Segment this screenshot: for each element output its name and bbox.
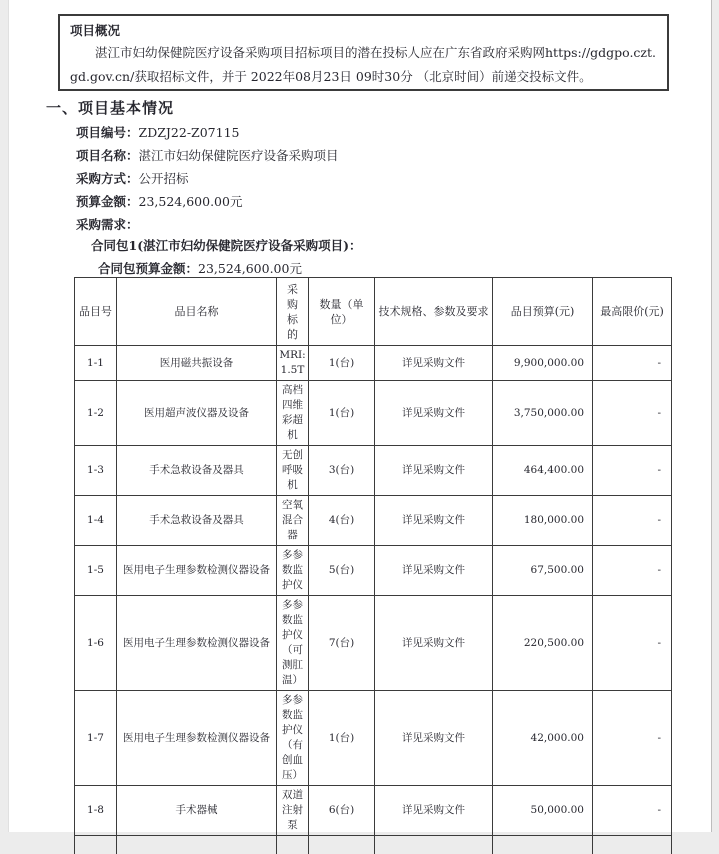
table-cell: 详见采购文件 [375, 496, 493, 546]
contract-budget-label: 合同包预算金额： [98, 261, 199, 276]
table-cell: 3,750,000.00 [493, 381, 593, 446]
table-cell: 1(台) [309, 346, 375, 381]
table-cell: 50,000.00 [493, 786, 593, 836]
table-cell: - [593, 596, 672, 691]
field-project-number [76, 121, 339, 144]
table-cell: 42,000.00 [493, 691, 593, 786]
column-header-quantity: 数量（单位） [309, 278, 375, 346]
table-cell: - [593, 446, 672, 496]
header-row [75, 278, 672, 346]
table-cell: 手术器械 [117, 786, 277, 836]
table-cell: 5(台) [309, 546, 375, 596]
table-cell: 220,500.00 [493, 596, 593, 691]
table-cell: - [593, 346, 672, 381]
table-cell: 1(台) [309, 381, 375, 446]
field-procurement-demand [76, 213, 339, 236]
table-row-partial [75, 836, 672, 854]
table-cell: 详见采购文件 [375, 546, 493, 596]
document-page [8, 0, 712, 832]
table-row [75, 786, 672, 836]
table-cell: 手术急救设备及器具 [117, 496, 277, 546]
field-procurement-method [76, 167, 339, 190]
section-heading: 一、项目基本情况 [46, 99, 175, 117]
table-cell: 1-8 [75, 786, 117, 836]
table-cell: 1-6 [75, 596, 117, 691]
table-cell: 多参数监护仪（有创血压） [277, 691, 309, 786]
table-cell: 1-4 [75, 496, 117, 546]
table-cell: 手术急救设备及器具 [117, 446, 277, 496]
table-cell: 1-1 [75, 346, 117, 381]
table-cell: 医用电子生理参数检测仪器设备 [117, 546, 277, 596]
table-cell: 无创呼吸机 [277, 446, 309, 496]
project-fields [76, 121, 339, 236]
table-cell: 1-7 [75, 691, 117, 786]
column-header-item-no: 品目号 [75, 278, 117, 346]
table-cell [309, 836, 375, 854]
table-cell: - [593, 691, 672, 786]
table-cell: 4(台) [309, 496, 375, 546]
column-header-max-price: 最高限价(元) [593, 278, 672, 346]
table-row [75, 496, 672, 546]
table-cell [493, 836, 593, 854]
field-value: 湛江市妇幼保健院医疗设备采购项目 [138, 148, 339, 163]
overview-title: 项目概况 [70, 23, 121, 38]
overview-paragraph: 湛江市妇幼保健院医疗设备采购项目招标项目的潜在投标人应在广东省政府采购网https://gdgpo.czt.gd.gov.cn/获取招标文件，并于 2022年08月23日 09时30分 （北京时间）前递交投标文件。 [70, 45, 657, 84]
table-cell: 详见采购文件 [375, 346, 493, 381]
contract-package-title: 合同包1(湛江市妇幼保健院医疗设备采购项目)： [91, 238, 362, 253]
procurement-items-table [74, 277, 672, 854]
table-cell: 医用超声波仪器及设备 [117, 381, 277, 446]
column-header-procurement-target: 采购标的 [277, 278, 309, 346]
field-project-name [76, 144, 339, 167]
table-cell: 详见采购文件 [375, 786, 493, 836]
column-header-specs: 技术规格、参数及要求 [375, 278, 493, 346]
table-cell: 180,000.00 [493, 496, 593, 546]
table-cell [593, 836, 672, 854]
table-cell: 双道注射泵 [277, 786, 309, 836]
table-cell: 详见采购文件 [375, 691, 493, 786]
table-cell [277, 836, 309, 854]
table-cell: 详见采购文件 [375, 596, 493, 691]
table-cell: 1-2 [75, 381, 117, 446]
contract-package-budget [98, 259, 302, 279]
field-label: 采购方式： [76, 171, 139, 186]
table-cell: - [593, 546, 672, 596]
table-cell: - [593, 786, 672, 836]
table-cell: 7(台) [309, 596, 375, 691]
field-value: 公开招标 [138, 171, 189, 186]
table-cell: 多参数监护仪（可测肛温） [277, 596, 309, 691]
table-cell: 详见采购文件 [375, 446, 493, 496]
table-cell [375, 836, 493, 854]
table-cell [75, 836, 117, 854]
table-cell: 医用电子生理参数检测仪器设备 [117, 691, 277, 786]
table-cell: 医用磁共振设备 [117, 346, 277, 381]
field-label: 项目编号： [76, 125, 139, 140]
table-row [75, 381, 672, 446]
project-overview-box [58, 14, 669, 91]
table-cell: 1-5 [75, 546, 117, 596]
table-cell: 1-3 [75, 446, 117, 496]
table-cell: 9,900,000.00 [493, 346, 593, 381]
table-cell: 高档四维彩超机 [277, 381, 309, 446]
table-row [75, 691, 672, 786]
table-cell: 67,500.00 [493, 546, 593, 596]
field-value: ZDZJ22-Z07115 [138, 125, 240, 140]
table-cell: 464,400.00 [493, 446, 593, 496]
table-row [75, 596, 672, 691]
column-header-item-name: 品目名称 [117, 278, 277, 346]
column-header-item-budget: 品目预算(元) [493, 278, 593, 346]
field-label: 项目名称： [76, 148, 139, 163]
table-cell: 空氧混合器 [277, 496, 309, 546]
table-row [75, 346, 672, 381]
table-cell: 3(台) [309, 446, 375, 496]
contract-budget-value: 23,524,600.00元 [198, 261, 302, 276]
items-tbody [75, 346, 672, 854]
table-cell: 详见采购文件 [375, 381, 493, 446]
table-row [75, 446, 672, 496]
field-label: 采购需求： [76, 217, 139, 232]
table-row [75, 546, 672, 596]
table-cell: 1(台) [309, 691, 375, 786]
table-cell: 医用电子生理参数检测仪器设备 [117, 596, 277, 691]
field-value: 23,524,600.00元 [138, 194, 243, 209]
field-budget-amount [76, 190, 339, 213]
table-cell [117, 836, 277, 854]
table-cell: 多参数监护仪 [277, 546, 309, 596]
field-label: 预算金额： [76, 194, 139, 209]
table-cell: - [593, 381, 672, 446]
table-cell: MRI: 1.5T [277, 346, 309, 381]
table-header [75, 278, 672, 346]
table-cell: 6(台) [309, 786, 375, 836]
table-cell: - [593, 496, 672, 546]
